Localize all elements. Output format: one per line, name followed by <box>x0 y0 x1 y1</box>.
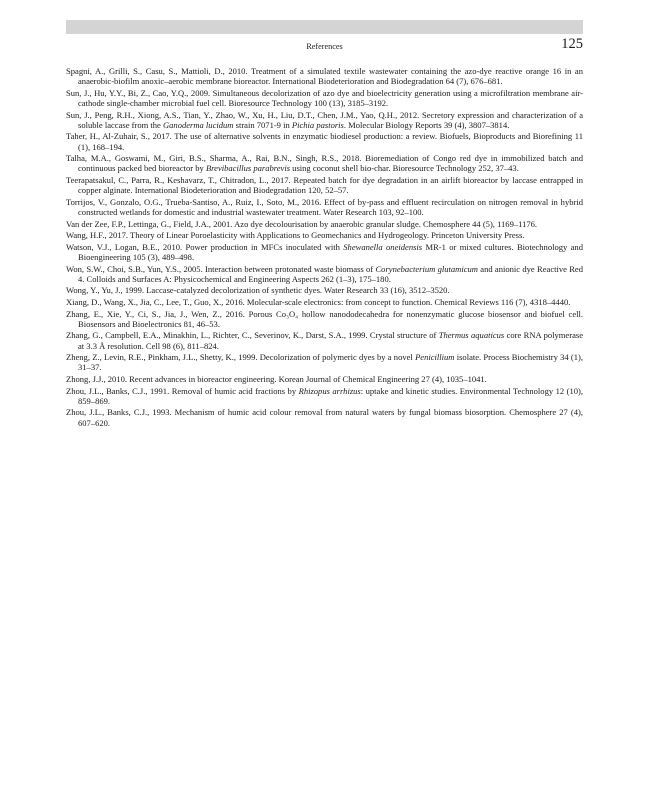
reference-entry <box>66 197 583 217</box>
reference-italic-text: Brevibacillus parabrevis <box>205 163 291 174</box>
reference-text: Sun, J., Hu, Y.Y., Bi, Z., Cao, Y.Q., 2009. Simultaneous decolorization of azo dye and bioelectricity generation using a microfiltration membrane air-cathode single-chamber microbial fuel cell. Bioresource Technology 100 (13), 3185–3192. <box>66 87 583 108</box>
reference-text: . Molecular Biology Reports 39 (4), 3807–3814. <box>343 119 510 130</box>
reference-italic-text: Thermus aquaticus <box>438 330 505 341</box>
reference-text: Zhang, G., Campbell, E.A., Minakhin, L., Richter, C., Severinov, K., Darst, S.A., 1999. Crystal structure of <box>66 330 439 341</box>
reference-text: : uptake and kinetic studies. Environmental Technology 12 (10), 859–869. <box>78 385 584 406</box>
reference-text: Watson, V.J., Logan, B.E., 2010. Power production in MFCs inoculated with <box>66 241 344 252</box>
reference-text: Zhong, J.J., 2010. Recent advances in bioreactor engineering. Korean Journal of Chemical Engineering 27 (4), 1035–1041. <box>66 373 487 384</box>
reference-entry <box>66 66 583 86</box>
reference-entry <box>66 352 583 372</box>
reference-text: Van der Zee, F.P., Lettinga, G., Field, J.A., 2001. Azo dye decolourisation by anaerobic granular sludge. Chemosphere 44 (5), 1169–1176. <box>66 218 538 229</box>
reference-text: Zhang, E., Xie, Y., Ci, S., Jia, J., Wen, Z., 2016. Porous Co₃O₄ hollow nanododecahedra for nonenzymatic glucose biosensor and biofuel cell. Biosensors and Bioelectronics 81, 46–53. <box>66 308 583 329</box>
page-header <box>66 36 583 56</box>
reference-text: Wang, H.F., 2017. Theory of Linear Poroelasticity with Applications to Geomechanics and Hydrogeology. Princeton University Press. <box>66 230 525 241</box>
reference-text: and anionic dye Reactive Red 4. Colloids and Surfaces A: Physicochemical and Engineering Aspects 262 (1–3), 175–180. <box>78 263 583 284</box>
reference-entry <box>66 242 583 262</box>
reference-italic-text: Shewanella oneidensis <box>343 241 423 252</box>
reference-text: Spagni, A., Grilli, S., Casu, S., Mattioli, D., 2010. Treatment of a simulated textile wastewater containing the azo-dye reactive orange 16 in an anaerobic-biofilm anoxic–aerobic membrane bioreactor. International Biodeterioration and Biodegradation 64 (7), 676–681. <box>66 66 583 87</box>
reference-text: Zheng, Z., Levin, R.E., Pinkham, J.L., Shetty, K., 1999. Decolorization of polymeric dyes by a novel <box>66 352 416 363</box>
reference-italic-text: Pichia pastoris <box>291 119 344 130</box>
reference-italic-text: Corynebacterium glutamicum <box>375 263 478 274</box>
reference-entry <box>66 88 583 108</box>
reference-entry <box>66 386 583 406</box>
header-rule <box>66 20 583 34</box>
reference-text: Torrijos, V., Gonzalo, O.G., Trueba-Santiso, A., Ruiz, I., Soto, M., 2016. Effect of by-pass and effluent recirculation on nitrogen removal in hybrid constructed wetlands for domestic and industrial wastewater treatment. Water Research 103, 92–100. <box>66 196 583 217</box>
reference-entry <box>66 374 583 384</box>
reference-text: Won, S.W., Choi, S.B., Yun, Y.S., 2005. Interaction between protonated waste biomass of <box>66 263 376 274</box>
reference-text: Teerapatsakul, C., Parra, R., Keshavarz, T., Chitradon, L., 2017. Repeated batch for dye degradation in an airlift bioreactor by laccase entrapped in copper alginate. International Biodeterioration and Biodegradation 120, 52–57. <box>66 174 583 196</box>
reference-text: Xiang, D., Wang, X., Jia, C., Lee, T., Guo, X., 2016. Molecular-scale electronics: from concept to function. Chemical Reviews 116 (7), 4318–4440. <box>66 296 571 307</box>
reference-entry <box>66 153 583 173</box>
reference-text: isolate. Process Biochemistry 34 (1), 31–37. <box>78 352 583 373</box>
reference-text: Taher, H., Al-Zuhair, S., 2017. The use of alternative solvents in enzymatic biodiesel production: a review. Biofuels, Bioproducts and Biorefining 11 (1), 168–194. <box>66 131 583 152</box>
reference-text: using coconut shell bio-char. Bioresource Technology 252, 37–43. <box>290 163 519 174</box>
reference-entry <box>66 110 583 130</box>
reference-text: Sun, J., Peng, R.H., Xiong, A.S., Tian, Y., Zhao, W., Xu, H., Liu, D.T., Chen, J.M., Yao, Q.H., 2012. Secretory expression and characterization of a soluble laccase from the <box>66 109 583 130</box>
reference-entry <box>66 175 583 195</box>
reference-entry <box>66 131 583 151</box>
reference-text: core RNA polymerase at 3.3 Å resolution. Cell 98 (6), 811–824. <box>78 330 583 351</box>
reference-text: Zhou, J.L., Banks, C.J., 1991. Removal of humic acid fractions by <box>66 385 299 396</box>
reference-text: Zhou, J.L., Banks, C.J., 1993. Mechanism of humic acid colour removal from natural waters by fungal biomass biosorption. Chemosphere 27 (4), 607–620. <box>66 407 583 428</box>
reference-text: Wong, Y., Yu, J., 1999. Laccase-catalyzed decolorization of synthetic dyes. Water Research 33 (16), 3512–3520. <box>66 285 450 296</box>
reference-text: Talha, M.A., Goswami, M., Giri, B.S., Sharma, A., Rai, B.N., Singh, R.S., 2018. Bioremediation of Congo red dye in immobilized batch and continuous packed bed bioreactor by <box>66 153 583 174</box>
reference-entry <box>66 330 583 350</box>
reference-entry <box>66 309 583 329</box>
reference-entry <box>66 230 583 240</box>
reference-entry <box>66 264 583 284</box>
reference-italic-text: Ganoderma lucidum <box>162 119 234 130</box>
reference-entry <box>66 285 583 295</box>
reference-italic-text: Penicillium <box>415 352 455 363</box>
reference-entry <box>66 407 583 427</box>
reference-list <box>66 66 583 429</box>
page-number: 125 <box>561 36 583 52</box>
reference-text: MR-1 or mixed cultures. Biotechnology and Bioengineering 105 (3), 489–498. <box>78 241 583 262</box>
reference-italic-text: Rhizopus arrhizus <box>298 385 361 396</box>
running-head: References <box>306 42 343 51</box>
reference-entry <box>66 219 583 229</box>
reference-text: strain 7071-9 in <box>233 119 292 130</box>
reference-entry <box>66 297 583 307</box>
